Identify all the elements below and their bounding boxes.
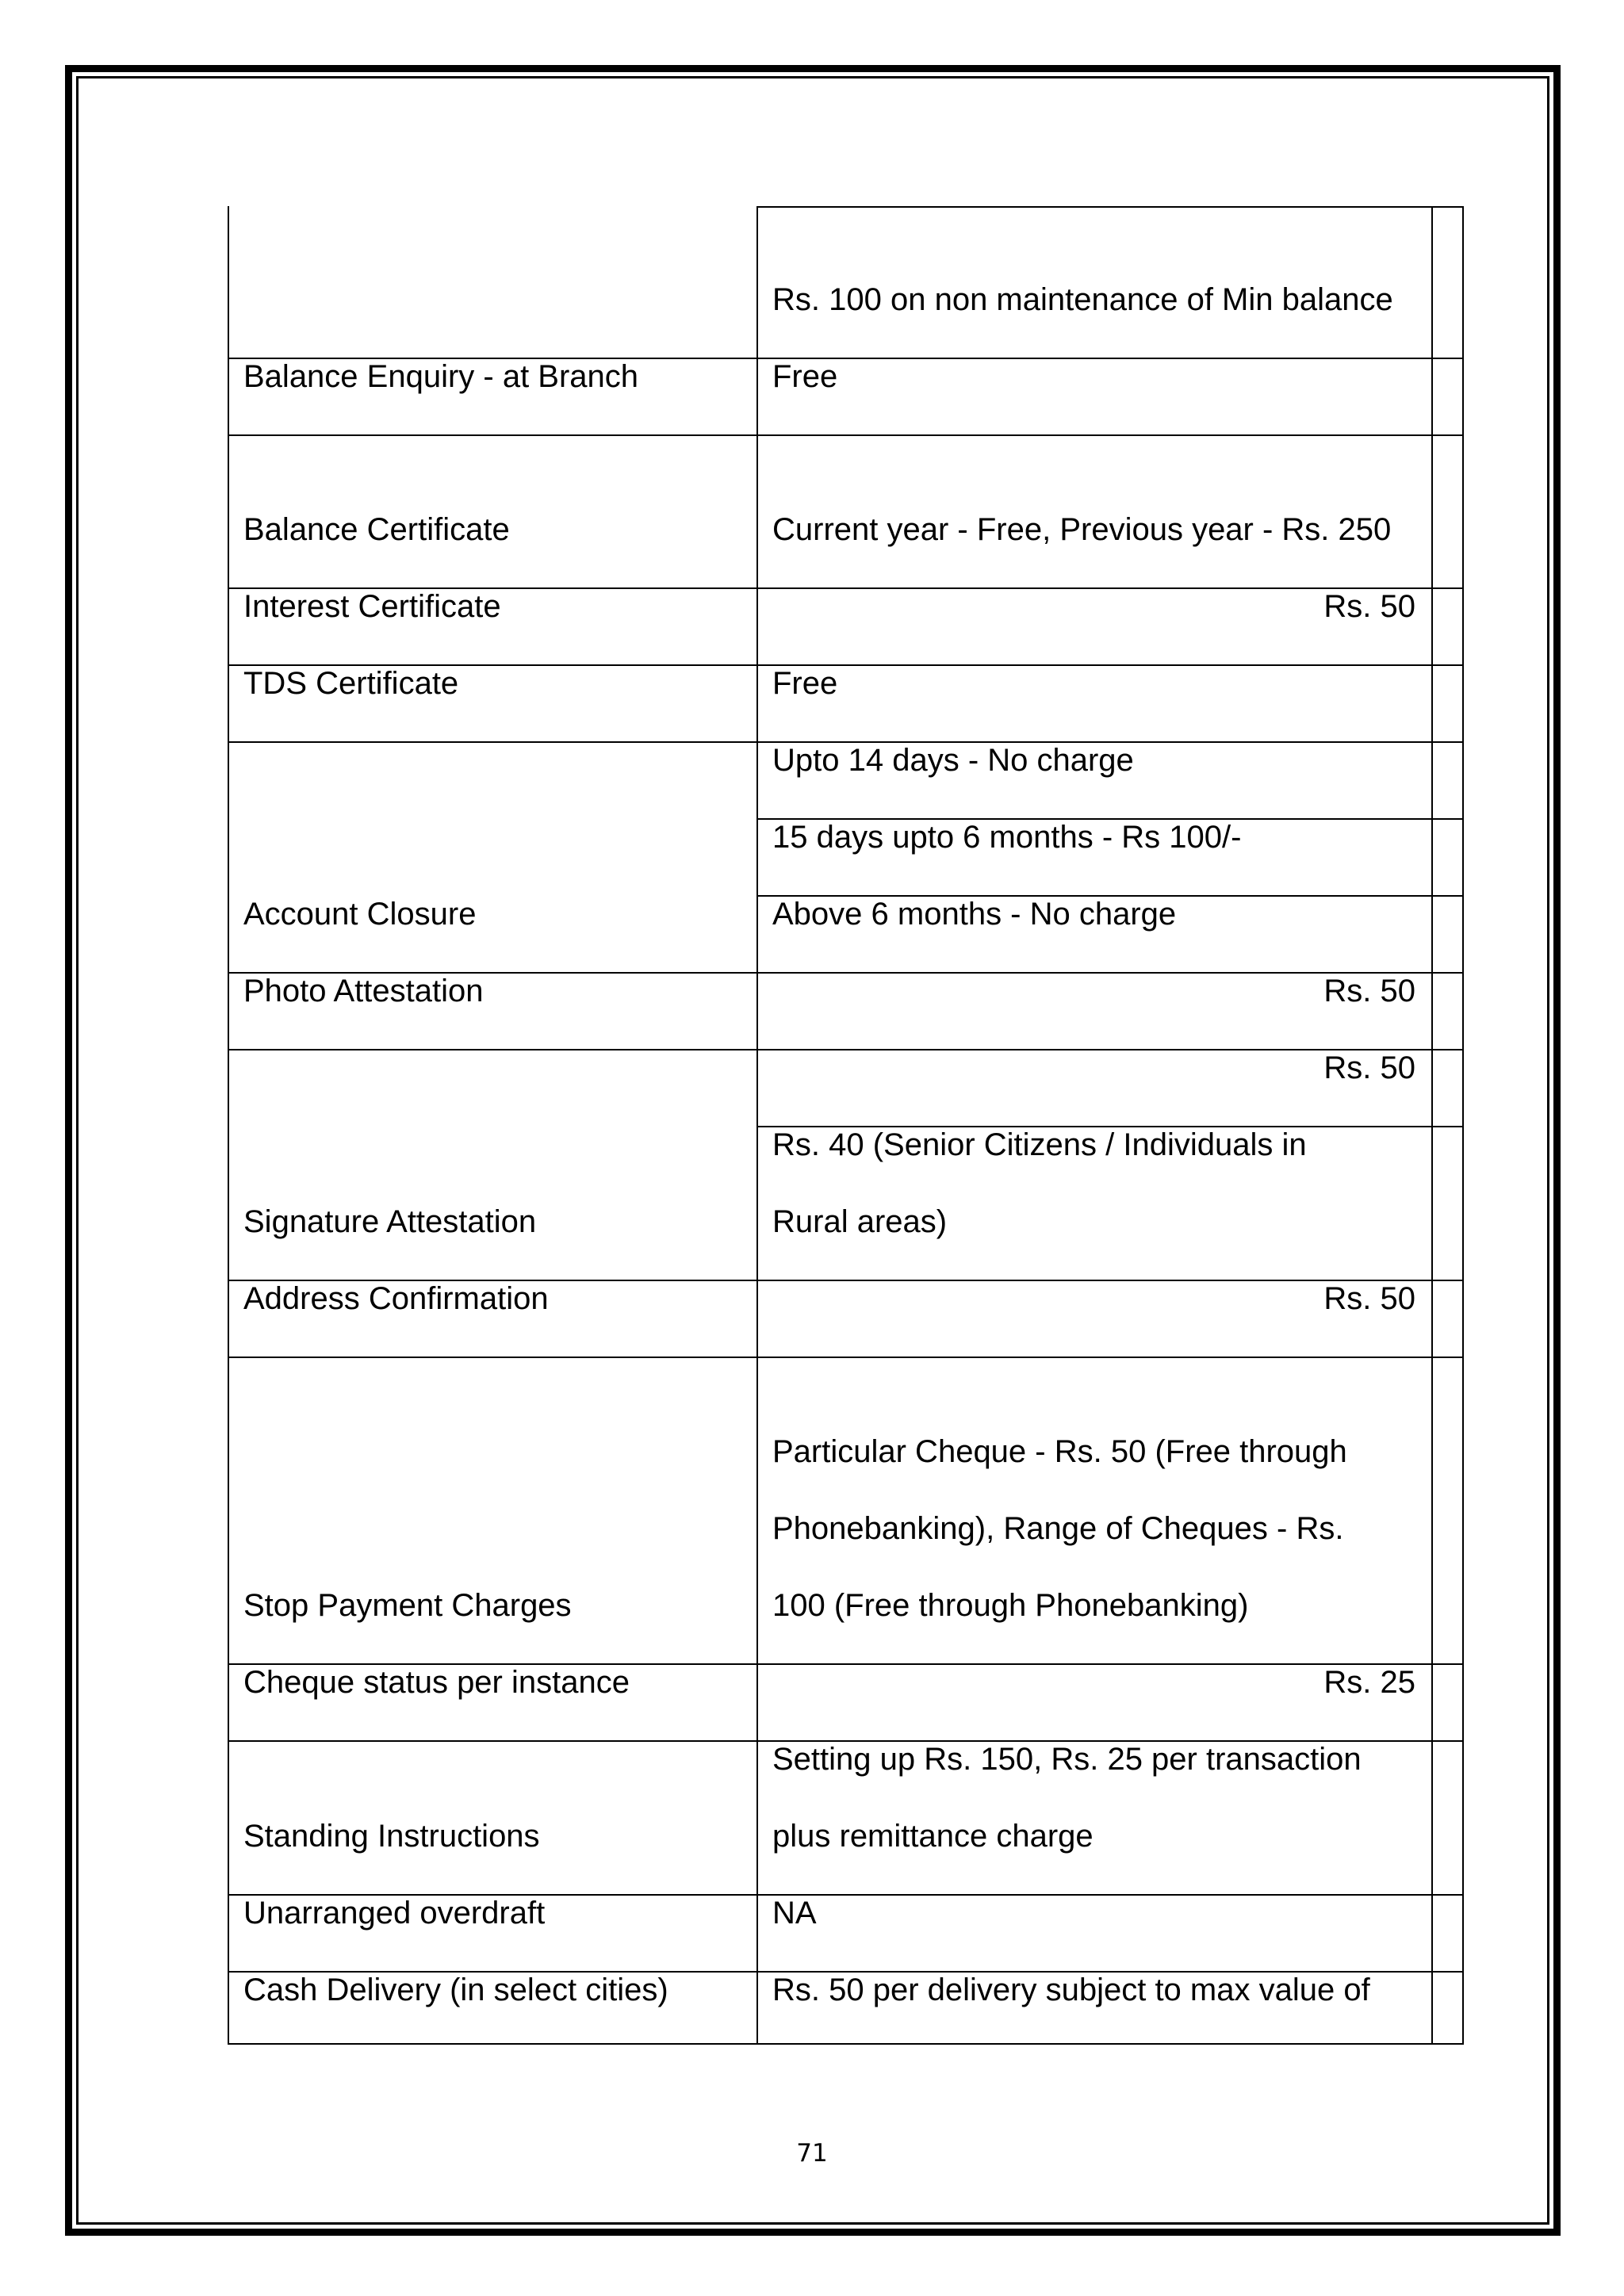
table-rule-right: [1462, 206, 1464, 2044]
row-divider: [228, 434, 1464, 436]
charge-value: Rs. 100 on non maintenance of Min balance: [772, 282, 1393, 317]
charge-value: Rs. 50: [1323, 1050, 1415, 1085]
row-divider: [228, 664, 1464, 666]
charge-label: Account Closure: [243, 897, 477, 932]
charge-value: Current year - Free, Previous year - Rs. 250: [772, 512, 1392, 547]
row-divider: [228, 1049, 1464, 1050]
charge-value: 100 (Free through Phonebanking): [772, 1588, 1249, 1623]
charge-value: Rs. 50: [1323, 974, 1415, 1008]
charge-label: Stop Payment Charges: [243, 1588, 572, 1623]
charge-label: Balance Certificate: [243, 512, 510, 547]
charge-label: Photo Attestation: [243, 974, 484, 1008]
charge-label: Cash Delivery (in select cities): [243, 1973, 668, 2007]
charge-label: TDS Certificate: [243, 666, 459, 701]
subrow-divider: [756, 1126, 1464, 1127]
row-divider: [228, 1357, 1464, 1358]
row-divider: [228, 741, 1464, 743]
charge-value: plus remittance charge: [772, 1819, 1094, 1854]
page-number: 71: [796, 2139, 828, 2168]
charge-value: NA: [772, 1896, 817, 1931]
table-rule-left: [228, 206, 229, 2044]
charge-value: Upto 14 days - No charge: [772, 743, 1134, 778]
row-divider: [228, 972, 1464, 974]
charge-label: Interest Certificate: [243, 589, 501, 624]
charge-value: Rs. 40 (Senior Citizens / Individuals in: [772, 1127, 1307, 1162]
row-divider: [228, 1280, 1464, 1281]
charge-value: Rural areas): [772, 1204, 948, 1239]
row-divider: [228, 1663, 1464, 1665]
charge-label: Signature Attestation: [243, 1204, 537, 1239]
charge-value: Rs. 25: [1323, 1665, 1415, 1700]
charge-value: Rs. 50: [1323, 589, 1415, 624]
charge-value: Setting up Rs. 150, Rs. 25 per transaction: [772, 1742, 1362, 1777]
row-divider: [228, 358, 1464, 359]
charge-value: Particular Cheque - Rs. 50 (Free through: [772, 1434, 1347, 1469]
charge-value: Above 6 months - No charge: [772, 897, 1177, 932]
row-divider: [228, 1740, 1464, 1742]
charge-value: Rs. 50: [1323, 1281, 1415, 1316]
row-divider: [228, 587, 1464, 589]
charge-value: Free: [772, 666, 838, 701]
subrow-divider: [756, 895, 1464, 897]
charge-value: Phonebanking), Range of Cheques - Rs.: [772, 1511, 1344, 1546]
table-rule-middle: [756, 206, 758, 2044]
table-rule-top: [756, 206, 1464, 208]
row-divider: [228, 1894, 1464, 1896]
charge-label: Standing Instructions: [243, 1819, 540, 1854]
charge-label: Address Confirmation: [243, 1281, 549, 1316]
row-divider: [228, 1971, 1464, 1973]
charge-value: 15 days upto 6 months - Rs 100/-: [772, 820, 1242, 855]
charge-value: Free: [772, 359, 838, 394]
charge-label: Balance Enquiry - at Branch: [243, 359, 639, 394]
table-rule-bottom: [228, 2043, 1464, 2045]
charge-label: Cheque status per instance: [243, 1665, 630, 1700]
table-rule-inner-right: [1431, 206, 1433, 2044]
subrow-divider: [756, 818, 1464, 820]
charge-label: Unarranged overdraft: [243, 1896, 546, 1931]
charge-value: Rs. 50 per delivery subject to max value of: [772, 1973, 1370, 2007]
